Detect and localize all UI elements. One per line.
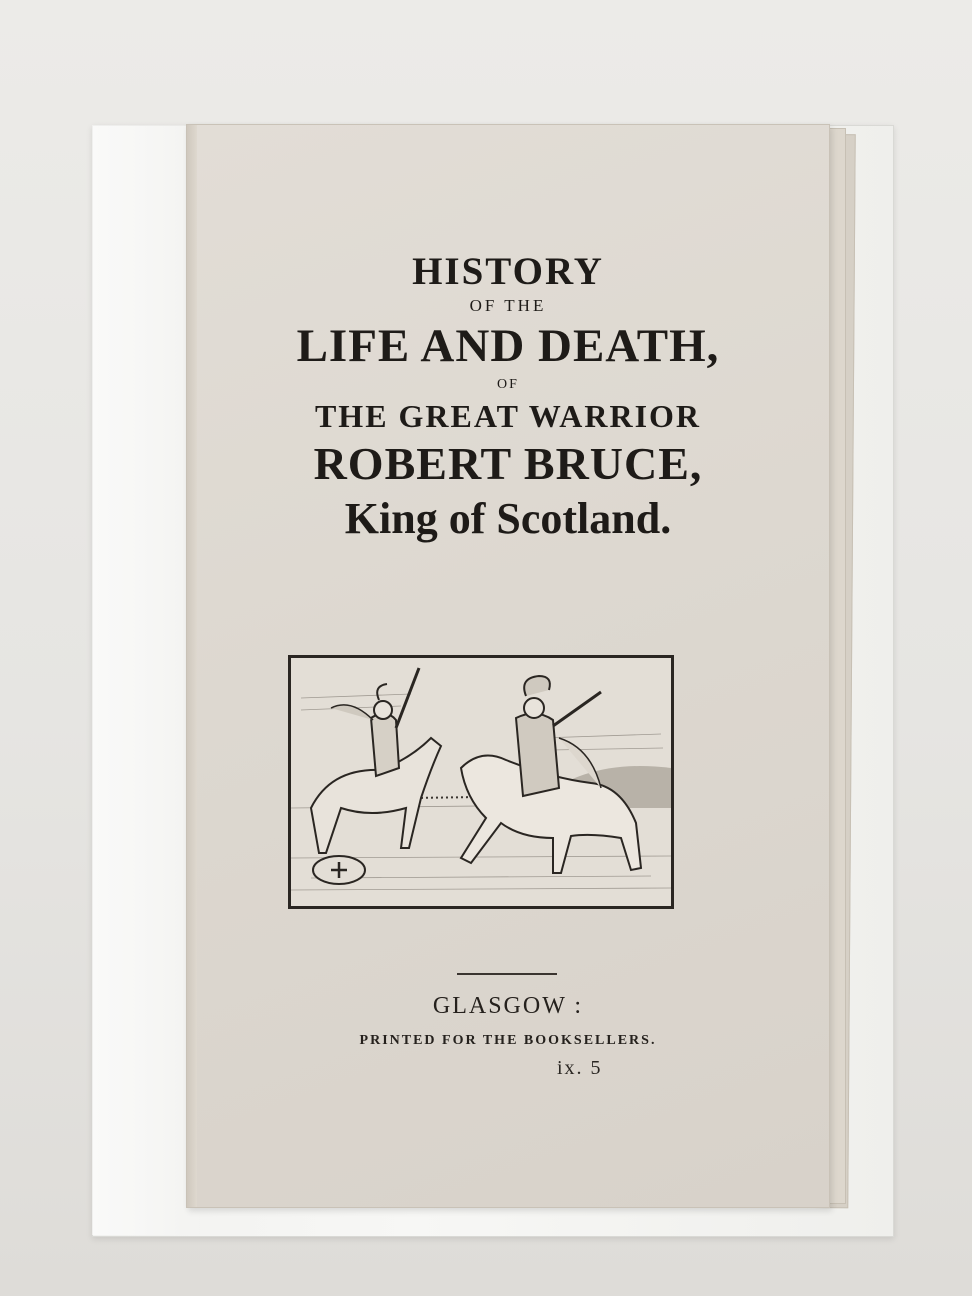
title-block [187, 250, 829, 546]
booklet-cover [186, 124, 830, 1208]
title-of-the: OF THE [469, 296, 547, 315]
title-king-of-scotland: King of Scotland. [344, 494, 672, 543]
title-of: OF [497, 377, 519, 392]
title-robert-bruce: ROBERT BRUCE, [313, 438, 703, 489]
shelfmark-annotation: ix. 5 [557, 1057, 603, 1079]
title-great-warrior: THE GREAT WARRIOR [314, 398, 702, 434]
imprint-city: GLASGOW : [432, 993, 584, 1019]
title-history: HISTORY [412, 250, 604, 293]
title-life-and-death: LIFE AND DEATH, [296, 320, 720, 372]
sleeve-flap [92, 125, 200, 1235]
imprint-printed-for: PRINTED FOR THE BOOKSELLERS. [359, 1033, 657, 1048]
horsemen-woodcut-icon [291, 658, 671, 906]
woodcut-illustration [288, 655, 674, 909]
separator-rule [457, 973, 557, 975]
imprint [187, 990, 829, 1054]
